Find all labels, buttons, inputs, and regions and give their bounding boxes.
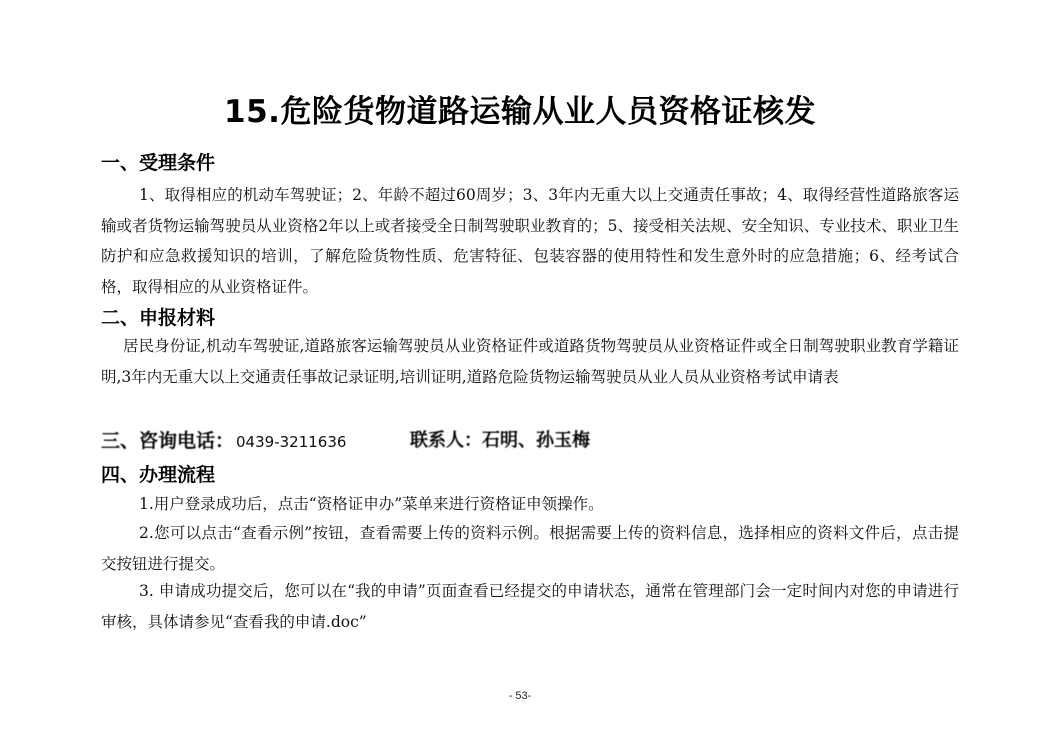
section-heading-conditions: 一、受理条件: [101, 152, 216, 174]
section-heading-contact: 三、咨询电话：: [101, 430, 235, 452]
process-step-2: 2.您可以点击“查看示例”按钮，查看需要上传的资料示例。根据需要上传的资料信息，选择相应的资料文件后，点击提交按钮进行提交。: [101, 524, 959, 573]
contact-phone: 0439-3211636: [236, 433, 347, 451]
conditions-body: 1、取得相应的机动车驾驶证；2、年龄不超过60周岁；3、3年内无重大以上交通责任事故；4、取得经营性道路旅客运输或者货物运输驾驶员从业资格2年以上或者接受全日制驾驶职业教育的；5、接受相关法规、安全知识、专业技术、职业卫生防护和应急救援知识的培训，了解危险货物性质、危害特征、包装容器的使用特性和发生意外时的应急措施；6、经考试合格，取得相应的从业资格证件。: [101, 186, 959, 296]
section-heading-process: 四、办理流程: [101, 464, 216, 486]
contact-row: [101, 426, 590, 454]
page-title: 15.危险货物道路运输从业人员资格证核发: [224, 94, 816, 130]
process-step-1: 1.用户登录成功后，点击“资格证申办”菜单来进行资格证申领操作。: [139, 495, 604, 513]
section-heading-materials: 二、申报材料: [101, 307, 216, 329]
contact-person: 联系人：石明、孙玉梅: [410, 430, 590, 451]
materials-body: 居民身份证,机动车驾驶证,道路旅客运输驾驶员从业资格证件或道路货物驾驶员从业资格证件或全日制驾驶职业教育学籍证明,3年内无重大以上交通责任事故记录证明,培训证明,道路危险货物运输驾驶员从业人员从业资格考试申请表: [101, 337, 959, 386]
page-number: - 53-: [508, 690, 532, 702]
process-step-3: 3. 申请成功提交后，您可以在“我的申请”页面查看已经提交的申请状态，通常在管理部门会一定时间内对您的申请进行审核，具体请参见“查看我的申请.doc”: [101, 582, 959, 631]
